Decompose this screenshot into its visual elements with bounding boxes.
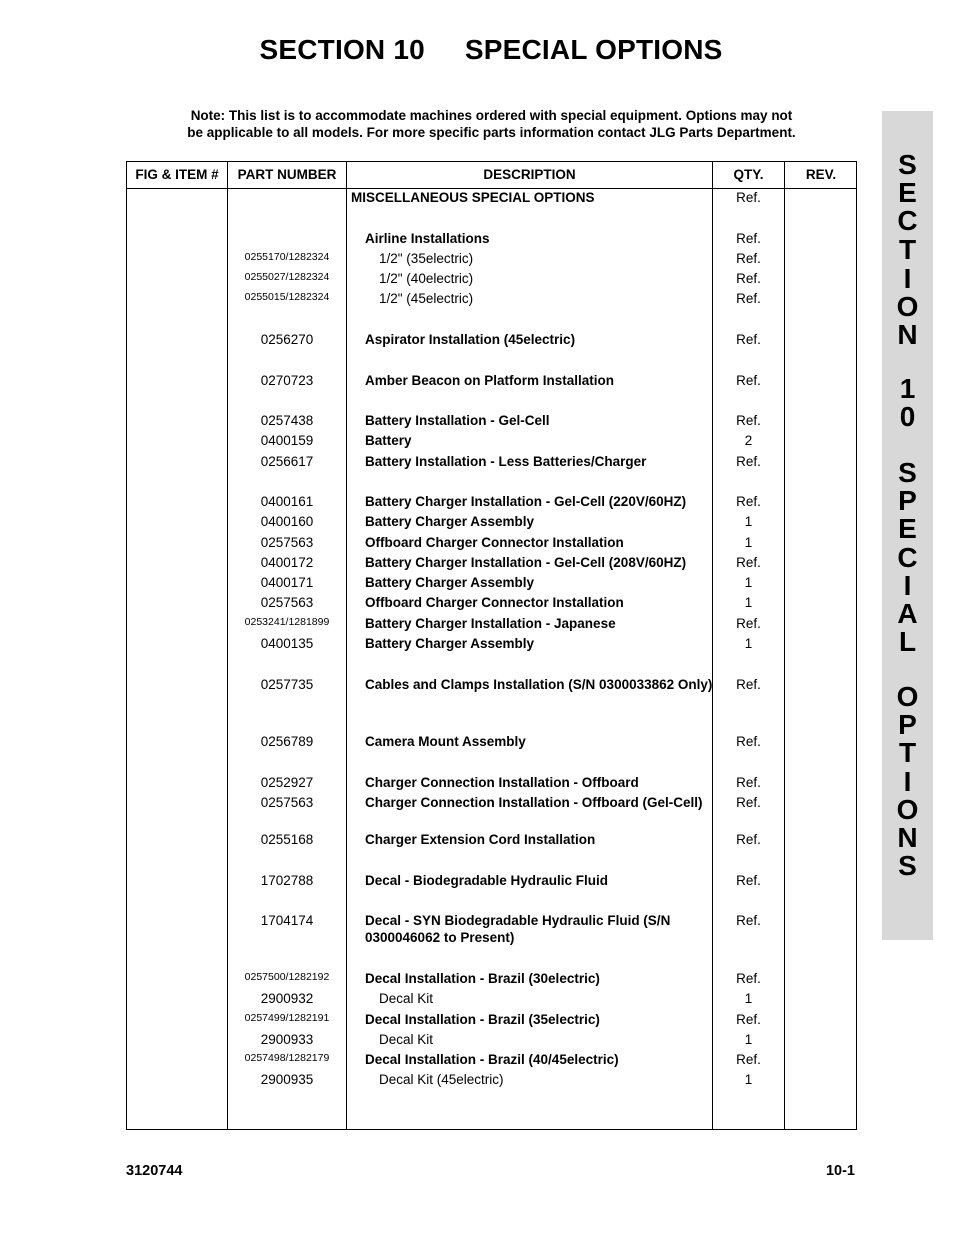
side-tab-letter: P — [898, 709, 917, 740]
title-section-number: SECTION 10 — [259, 34, 425, 65]
description-cell: MISCELLANEOUS SPECIAL OPTIONS — [351, 190, 595, 205]
title-section-name: SPECIAL OPTIONS — [464, 34, 723, 65]
header-part-number: PART NUMBER — [237, 167, 337, 182]
part-number-cell: 2900935 — [260, 1072, 314, 1087]
part-number-cell: 0257563 — [260, 595, 314, 610]
side-tab-letter: T — [898, 737, 917, 768]
qty-cell: Ref. — [736, 1052, 761, 1067]
qty-cell: Ref. — [736, 677, 761, 692]
qty-cell: Ref. — [736, 231, 761, 246]
qty-cell: Ref. — [736, 332, 761, 347]
part-number-cell: 0257498/1282179 — [244, 1052, 330, 1064]
part-number-cell: 0255027/1282324 — [244, 271, 330, 283]
qty-cell: Ref. — [736, 775, 761, 790]
qty-cell: Ref. — [736, 373, 761, 388]
side-tab-letter: I — [903, 766, 912, 797]
description-cell: Battery Installation - Gel-Cell — [365, 413, 550, 428]
description-cell: 1/2" (40electric) — [379, 271, 474, 286]
side-tab-letter: E — [898, 513, 917, 544]
qty-cell: 1 — [744, 1032, 753, 1047]
header-qty: QTY. — [733, 167, 764, 182]
part-number-cell: 0257500/1282192 — [244, 971, 330, 983]
description-cell: Battery Charger Installation - Gel-Cell (220V/60HZ) — [365, 494, 687, 509]
part-number-cell: 0256270 — [260, 332, 314, 347]
qty-cell: Ref. — [736, 971, 761, 986]
part-number-cell: 1702788 — [260, 873, 314, 888]
description-cell: Decal Kit — [379, 1032, 434, 1047]
side-tab-letter: 0 — [899, 401, 916, 432]
description-cell: Aspirator Installation (45electric) — [365, 332, 576, 347]
part-number-cell: 0256617 — [260, 454, 314, 469]
qty-cell: 1 — [744, 514, 753, 529]
qty-cell: 1 — [744, 595, 753, 610]
qty-cell: Ref. — [736, 1012, 761, 1027]
side-tab-letter: N — [897, 822, 918, 853]
description-cell: Battery — [365, 433, 412, 448]
part-number-cell: 0400159 — [260, 433, 314, 448]
part-number-cell: 0400135 — [260, 636, 314, 651]
part-number-cell: 0253241/1281899 — [244, 616, 330, 628]
qty-cell: 1 — [744, 991, 753, 1006]
side-tab-letter: 1 — [899, 373, 916, 404]
qty-cell: Ref. — [736, 251, 761, 266]
side-tab-letter: O — [896, 794, 919, 825]
side-tab-letter: L — [898, 626, 917, 657]
qty-cell: 1 — [744, 535, 753, 550]
part-number-cell: 2900932 — [260, 991, 314, 1006]
part-number-cell: 0256789 — [260, 734, 314, 749]
qty-cell: Ref. — [736, 555, 761, 570]
description-cell: Battery Charger Assembly — [365, 514, 535, 529]
description-cell: Charger Extension Cord Installation — [365, 832, 596, 847]
description-cell: Decal Installation - Brazil (35electric) — [365, 1012, 600, 1027]
qty-cell: Ref. — [736, 271, 761, 286]
note-line-1: Note: This list is to accommodate machines ordered with special equipment. Options may not — [190, 108, 793, 123]
description-cell: Camera Mount Assembly — [365, 734, 526, 749]
qty-cell: Ref. — [736, 795, 761, 810]
part-number-cell: 2900933 — [260, 1032, 314, 1047]
side-tab-letter: C — [897, 205, 918, 236]
description-cell: Decal - Biodegradable Hydraulic Fluid — [365, 873, 609, 888]
part-number-cell: 0257563 — [260, 795, 314, 810]
part-number-cell: 1704174 — [260, 913, 314, 928]
header-fig-item: FIG & ITEM # — [135, 167, 219, 182]
description-cell: Decal Installation - Brazil (30electric) — [365, 971, 600, 986]
description-cell: Battery Charger Installation - Japanese — [365, 616, 616, 631]
qty-cell: Ref. — [736, 494, 761, 509]
page-number: 10-1 — [825, 1163, 855, 1179]
part-number-cell: 0255015/1282324 — [244, 291, 330, 303]
header-rev: REV. — [805, 167, 837, 182]
description-cell: Battery Installation - Less Batteries/Charger — [365, 454, 647, 469]
part-number-cell: 0400160 — [260, 514, 314, 529]
side-tab-letter: I — [903, 570, 912, 601]
side-tab-letter: T — [898, 234, 917, 265]
note — [126, 107, 857, 141]
side-tab-letter: O — [896, 291, 919, 322]
qty-cell: Ref. — [736, 873, 761, 888]
description-cell: Battery Charger Assembly — [365, 636, 535, 651]
qty-cell: Ref. — [736, 734, 761, 749]
side-tab-letter: P — [898, 485, 917, 516]
side-tab-letter: S — [898, 457, 917, 488]
page-title — [0, 34, 954, 66]
description-cell: Charger Connection Installation - Offboard — [365, 775, 639, 790]
side-tab-letter: O — [896, 681, 919, 712]
description-cell: Cables and Clamps Installation (S/N 0300033862 Only) — [365, 677, 713, 692]
side-tab-letter: A — [897, 598, 918, 629]
document-number: 3120744 — [126, 1163, 183, 1179]
description-cell: Charger Connection Installation - Offboard (Gel-Cell) — [365, 795, 703, 810]
note-line-2: be applicable to all models. For more specific parts information contact JLG Parts Department. — [187, 125, 796, 140]
qty-cell: Ref. — [736, 291, 761, 306]
qty-cell: 1 — [744, 575, 753, 590]
section-side-tab — [882, 111, 933, 940]
description-cell: Decal Kit (45electric) — [379, 1072, 504, 1087]
qty-cell: Ref. — [736, 832, 761, 847]
qty-cell: Ref. — [736, 190, 761, 205]
qty-cell: 1 — [744, 636, 753, 651]
description-cell: Battery Charger Assembly — [365, 575, 535, 590]
qty-cell: 1 — [744, 1072, 753, 1087]
part-number-cell: 0257563 — [260, 535, 314, 550]
part-number-cell: 0257438 — [260, 413, 314, 428]
side-tab-letter: S — [898, 149, 917, 180]
part-number-cell: 0270723 — [260, 373, 314, 388]
side-tab-letter: E — [898, 177, 917, 208]
qty-cell: Ref. — [736, 454, 761, 469]
side-tab-letter: N — [897, 319, 918, 350]
part-number-cell: 0255170/1282324 — [244, 251, 330, 263]
part-number-cell: 0257735 — [260, 677, 314, 692]
part-number-cell: 0400161 — [260, 494, 314, 509]
description-cell: Battery Charger Installation - Gel-Cell (208V/60HZ) — [365, 555, 687, 570]
parts-table — [126, 161, 857, 1130]
description-cell: Offboard Charger Connector Installation — [365, 535, 624, 550]
description-cell: 1/2" (35electric) — [379, 251, 474, 266]
column-divider — [346, 162, 347, 1129]
side-tab-letter: I — [903, 263, 912, 294]
column-divider — [784, 162, 785, 1129]
description-cell: Decal - SYN Biodegradable Hydraulic Fluid (S/N 0300046062 to Present) — [365, 913, 671, 945]
part-number-cell: 0400172 — [260, 555, 314, 570]
description-cell: Decal Kit — [379, 991, 434, 1006]
description-cell: Decal Installation - Brazil (40/45electric) — [365, 1052, 619, 1067]
header-description: DESCRIPTION — [483, 167, 576, 182]
part-number-cell: 0400171 — [260, 575, 314, 590]
side-tab-letter: S — [898, 850, 917, 881]
description-cell: Amber Beacon on Platform Installation — [365, 373, 615, 388]
description-cell: Airline Installations — [365, 231, 490, 246]
description-cell: Offboard Charger Connector Installation — [365, 595, 624, 610]
description-cell: 1/2" (45electric) — [379, 291, 474, 306]
qty-cell: Ref. — [736, 413, 761, 428]
part-number-cell: 0252927 — [260, 775, 314, 790]
qty-cell: 2 — [744, 433, 753, 448]
side-tab-letter: C — [897, 542, 918, 573]
part-number-cell: 0257499/1282191 — [244, 1012, 330, 1024]
qty-cell: Ref. — [736, 616, 761, 631]
qty-cell: Ref. — [736, 913, 761, 928]
part-number-cell: 0255168 — [260, 832, 314, 847]
